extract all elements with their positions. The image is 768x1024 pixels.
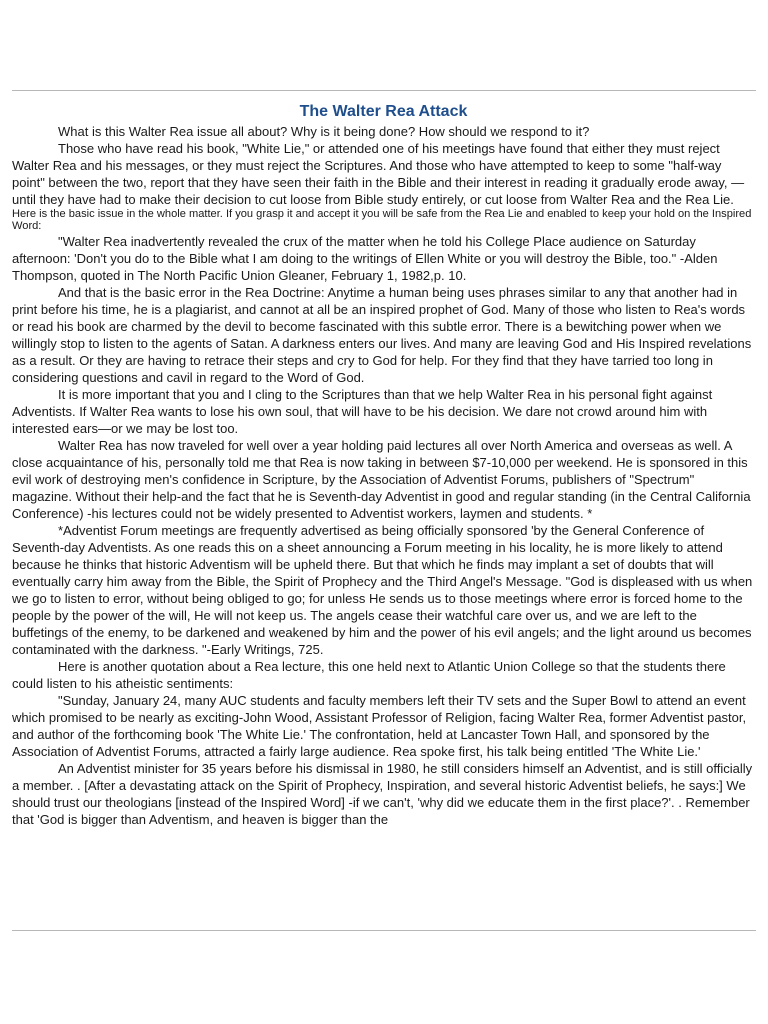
paragraph-white-lie: Those who have read his book, "White Lie," or attended one of his meetings have found that either they must reject Walter Rea and his messages, or they must reject the Scriptures. And those who have attempted to keep to some "half-way point" between the two, report that they have seen their faith in the Bible and their interest in reading it gradually erode away, —until they have had to make their decision to cut loose from Bible study entirely, or cut loose from Walter Rea and the Rea Lie. (12, 141, 745, 207)
paragraph-auc-lecture-intro: Here is another quotation about a Rea lecture, this one held next to Atlantic Union College so that the students there could listen to his atheistic sentiments: (12, 659, 726, 691)
paragraph-intro-question: What is this Walter Rea issue all about? Why is it being done? How should we respond to it? (58, 124, 590, 139)
bottom-divider (12, 930, 756, 931)
paragraph-thompson-quote: "Walter Rea inadvertently revealed the crux of the matter when he told his College Place audience on Saturday afternoon: 'Don't you do to the Bible what I am doing to the writings of Ellen White or you will destroy the Bible, too." -Alden Thompson, quoted in The North Pacific Union Gleaner, February 1, 1982,p. 10. (12, 234, 718, 283)
paragraph-super-bowl-quote: "Sunday, January 24, many AUC students and faculty members left their TV sets and the Super Bowl to attend an event which promised to be nearly as exciting-John Wood, Assistant Professor of Religion, facing Walter Rea, former Adventist pastor, and author of the forthcoming book 'The White Lie.' The confrontation, held at Lancaster Town Hall, and sponsored by the Association of Adventist Forums, attracted a fairly large audience. Rea spoke first, his talk being entitled 'The White Lie.' (12, 693, 747, 759)
paragraph-adventist-minister: An Adventist minister for 35 years before his dismissal in 1980, he still considers himself an Adventist, and is still officially a member. . [After a devastating attack on the Spirit of Prophecy, Inspiration, and several historic Adventist beliefs, he says:] We should trust our theologians [instead of the Inspired Word] -if we can't, 'why did we educate them in the first place?'. . Remember that 'God is bigger than Adventism, and heaven is bigger than the (12, 761, 753, 827)
paragraph-cling-to-scriptures: It is more important that you and I cling to the Scriptures than that we help Walter Rea in his personal fight against Adventists. If Walter Rea wants to lose his own soul, that will have to be his decision. We dare not crowd around him with interested ears—or we may be lost too. (12, 387, 713, 436)
paragraph-paid-lectures: Walter Rea has now traveled for well over a year holding paid lectures all over North America and overseas as well. A close acquaintance of his, personally told me that Rea is now taking in between $7-10,000 per weekend. He is sponsored in this evil work of destroying men's confidence in Scripture, by the Association of Adventist Forums, publishers of "Spectrum" magazine. Without their help-and the fact that he is Seventh-day Adventist in good and regular standing (in the Central California Conference) -his lectures could not be widely presented to Adventist workers, laymen and students. * (12, 438, 751, 521)
page-title: The Walter Rea Attack (299, 103, 468, 120)
paragraph-basic-issue: Here is the basic issue in the whole matter. If you grasp it and accept it you will be safe from the Rea Lie and enabled to keep your hold on the Inspired Word: (12, 208, 752, 232)
paragraph-forum-meetings: *Adventist Forum meetings are frequently advertised as being officially sponsored 'by the General Conference of Seventh-day Adventists. As one reads this on a sheet announcing a Forum meeting in his locality, he is more likely to attend because he thinks that historic Adventism will be upheld there. But that which he finds may implant a set of doubts that will eventually carry him away from the Bible, the Spirit of Prophecy and the Third Angel's Message. "God is displeased with us when we go to listen to error, without being obliged to go; for unless He sends us to those meetings where error is forced home to the people by the power of the will, He will not keep us. The angels cease their watchful care over us, and we are left to the buffetings of the enemy, to be darkened and weakened by him and the power of his evil angels; and the light around us becomes contaminated with the darkness. "-Early Writings, 725. (12, 523, 753, 657)
document-page (12, 102, 755, 828)
top-divider (12, 90, 756, 91)
paragraph-rea-doctrine: And that is the basic error in the Rea Doctrine: Anytime a human being uses phrases similar to any that another had in print before his time, he is a plagiarist, and cannot at all be an inspired prophet of God. Many of those who listen to Rea's words or read his book are charmed by the devil to become fascinated with this subtle error. There is a bewitching power when we willingly stop to listen to the agents of Satan. A darkness enters our lives. And many are leaving God and His Inspired revelations as a result. Or they are having to retrace their steps and cry to God for help. For they find that they have tarried too long in considering questions and cavil in regard to the Word of God. (12, 285, 752, 385)
